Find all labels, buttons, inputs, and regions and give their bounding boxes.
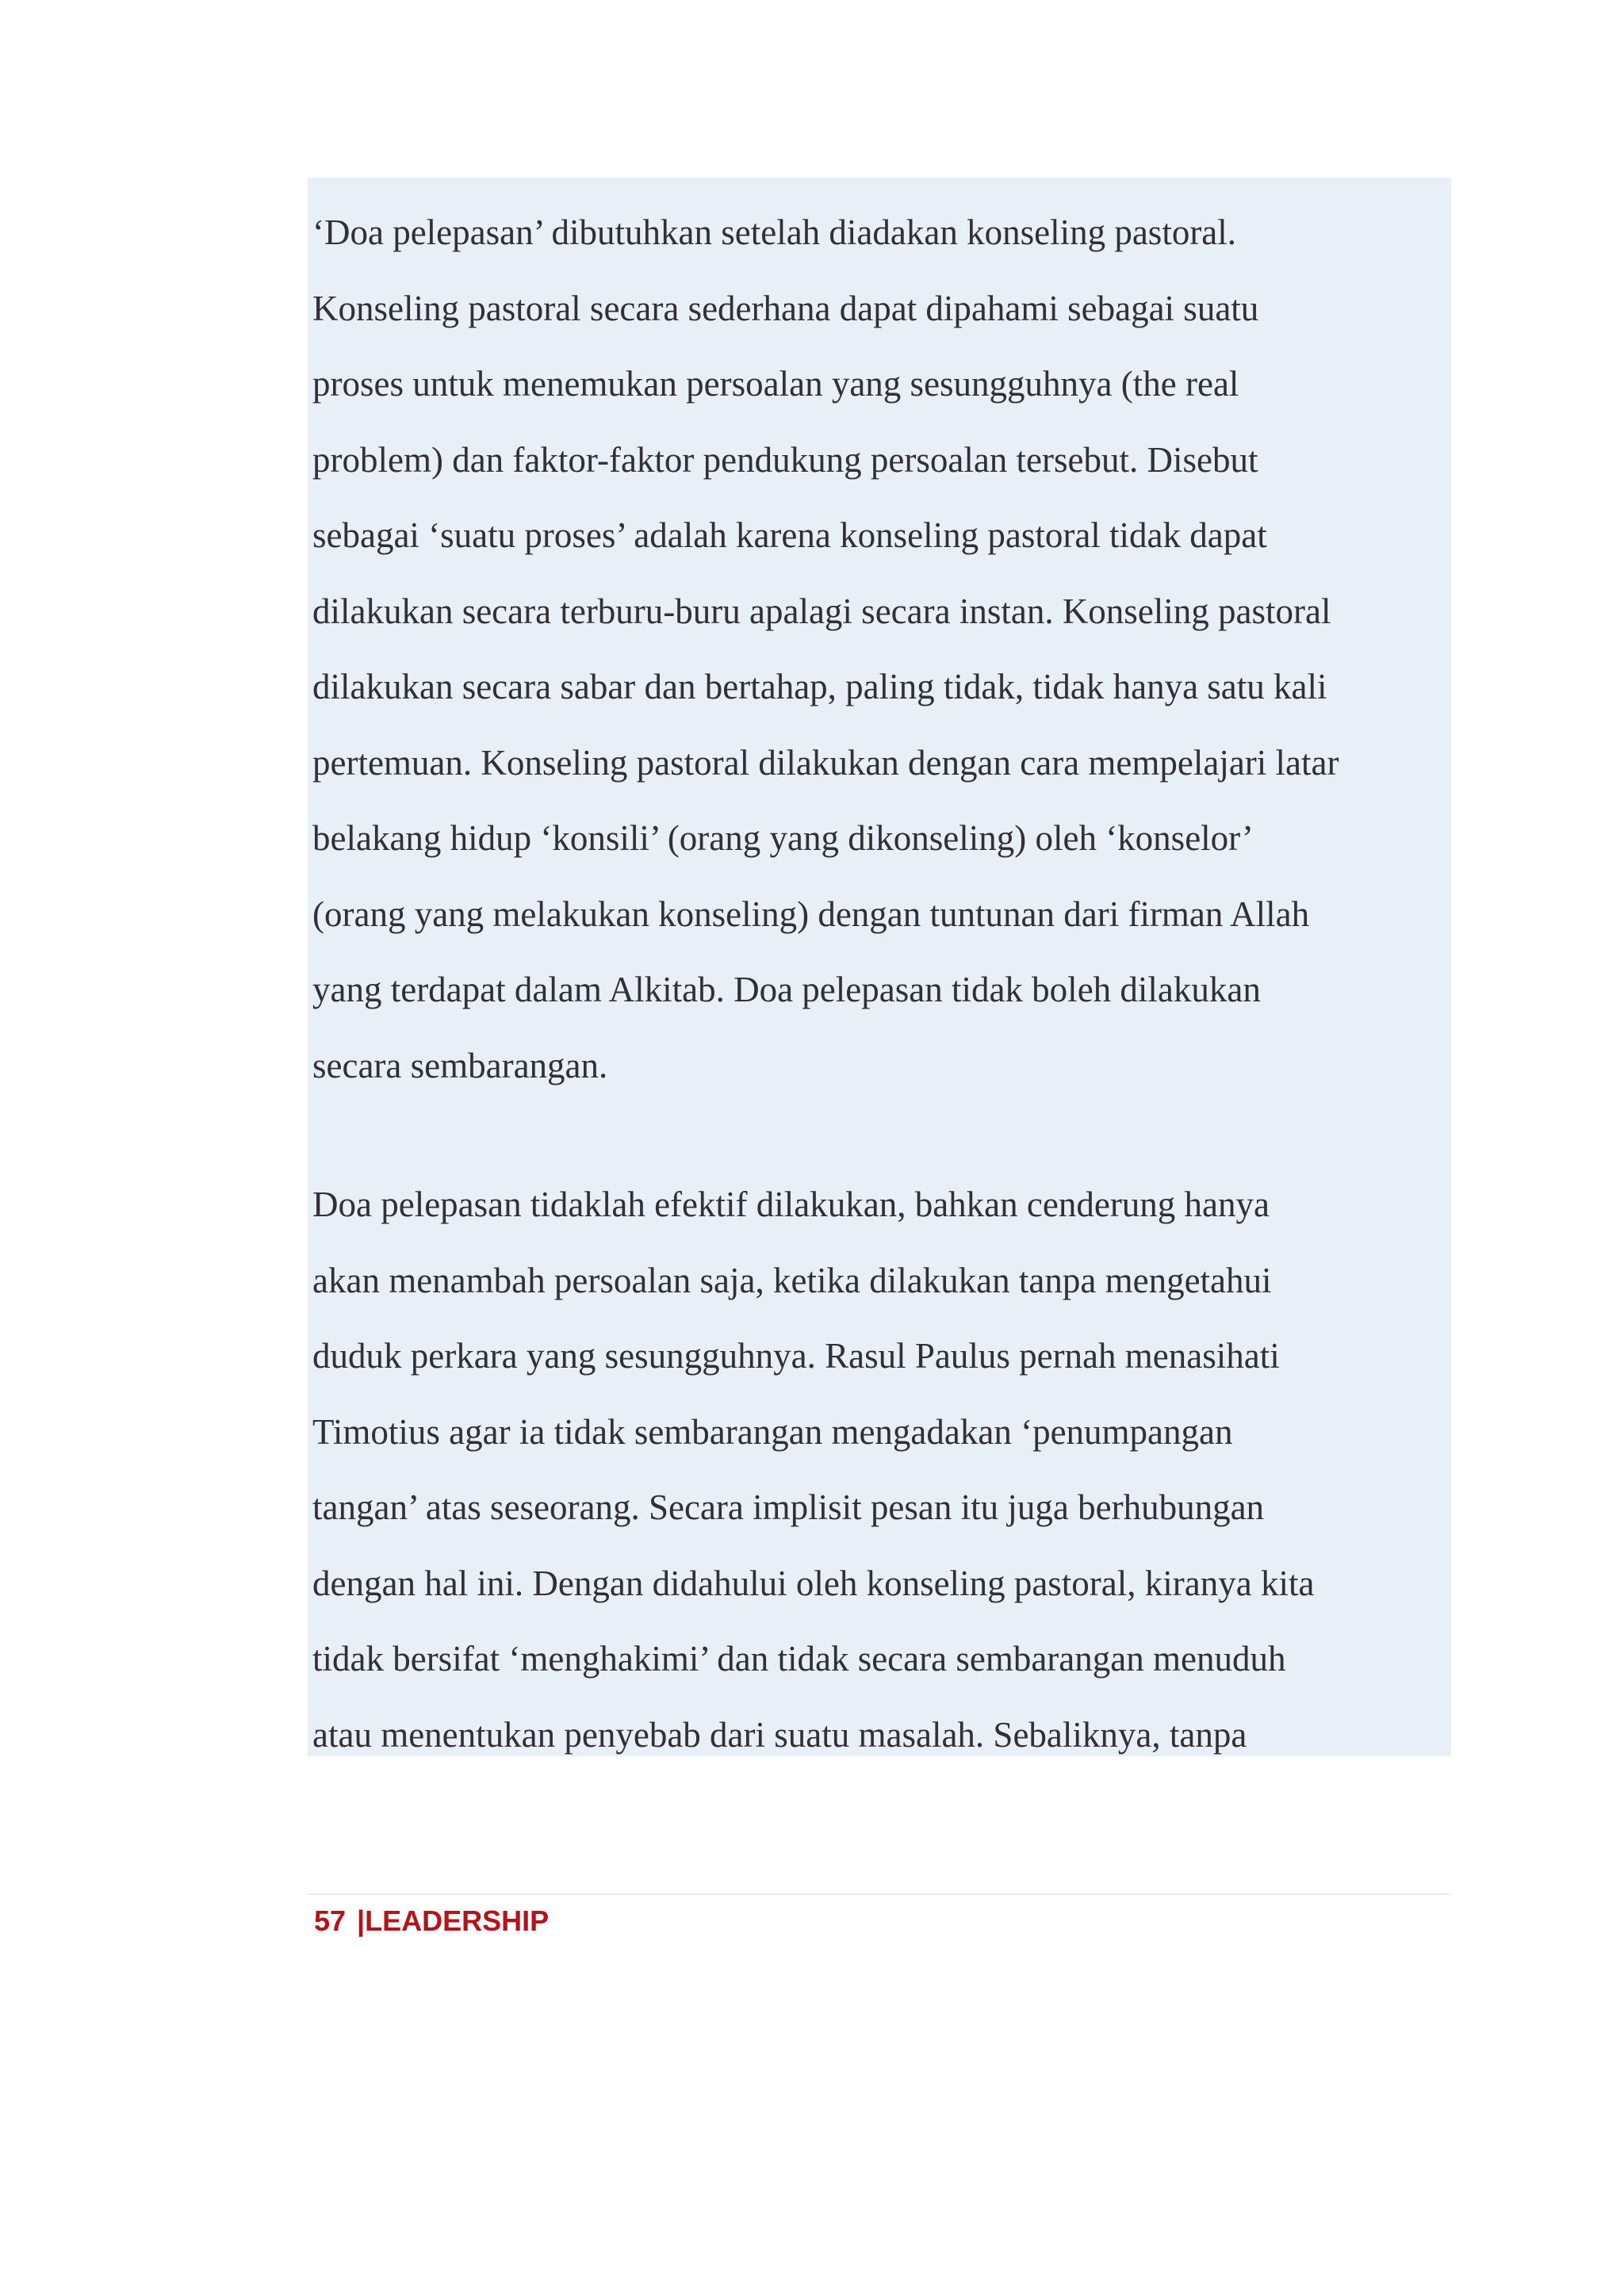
paragraph-line: duduk perkara yang sesungguhnya. Rasul Paulus pernah menasihati bbox=[312, 1336, 1280, 1376]
paragraph-line: tidak bersifat ‘menghakimi’ dan tidak secara sembarangan menuduh bbox=[312, 1639, 1286, 1679]
paragraph-1 bbox=[312, 195, 1339, 1104]
footer-section-title: LEADERSHIP bbox=[365, 1904, 550, 1937]
paragraph-line: yang terdapat dalam Alkitab. Doa pelepasan tidak boleh dilakukan bbox=[312, 970, 1261, 1009]
paragraph-line: pertemuan. Konseling pastoral dilakukan dengan cara mempelajari latar bbox=[312, 742, 1339, 783]
paragraph-line: secara sembarangan. bbox=[312, 1045, 608, 1085]
paragraph-line: problem) dan faktor-faktor pendukung persoalan tersebut. Disebut bbox=[312, 439, 1258, 480]
paragraph-line: Timotius agar ia tidak sembarangan mengadakan ‘penumpangan bbox=[312, 1411, 1233, 1452]
paragraph-line: dengan hal ini. Dengan didahului oleh konseling pastoral, kiranya kita bbox=[312, 1563, 1315, 1603]
paragraph-line: ‘Doa pelepasan’ dibutuhkan setelah diadakan konseling pastoral. bbox=[312, 212, 1237, 252]
paragraph-line: tangan’ atas seseorang. Secara implisit pesan itu juga berhubungan bbox=[312, 1487, 1265, 1527]
paragraph-line: Konseling pastoral secara sederhana dapat dipahami sebagai suatu bbox=[312, 288, 1259, 328]
paragraph-line: Doa pelepasan tidaklah efektif dilakukan, bahkan cenderung hanya bbox=[312, 1185, 1270, 1224]
paragraph-line: dilakukan secara sabar dan bertahap, paling tidak, tidak hanya satu kali bbox=[312, 667, 1327, 706]
paragraph-line: atau menentukan penyebab dari suatu masalah. Sebaliknya, tanpa bbox=[312, 1714, 1247, 1755]
page-number: 57 bbox=[314, 1904, 347, 1937]
footer-separator: | bbox=[357, 1904, 366, 1937]
paragraph-2 bbox=[312, 1167, 1314, 1773]
paragraph-line: akan menambah persoalan saja, ketika dilakukan tanpa mengetahui bbox=[312, 1260, 1272, 1300]
paragraph-line: sebagai ‘suatu proses’ adalah karena konseling pastoral tidak dapat bbox=[312, 515, 1267, 555]
footer-divider bbox=[308, 1893, 1451, 1895]
paragraph-line: dilakukan secara terburu-buru apalagi secara instan. Konseling pastoral bbox=[312, 591, 1331, 631]
paragraph-line: proses untuk menemukan persoalan yang sesungguhnya (the real bbox=[312, 364, 1239, 404]
paragraph-line: (orang yang melakukan konseling) dengan tuntunan dari firman Allah bbox=[312, 894, 1310, 934]
paragraph-line: belakang hidup ‘konsili’ (orang yang dikonseling) oleh ‘konselor’ bbox=[312, 818, 1254, 858]
page-footer bbox=[314, 1901, 549, 1941]
